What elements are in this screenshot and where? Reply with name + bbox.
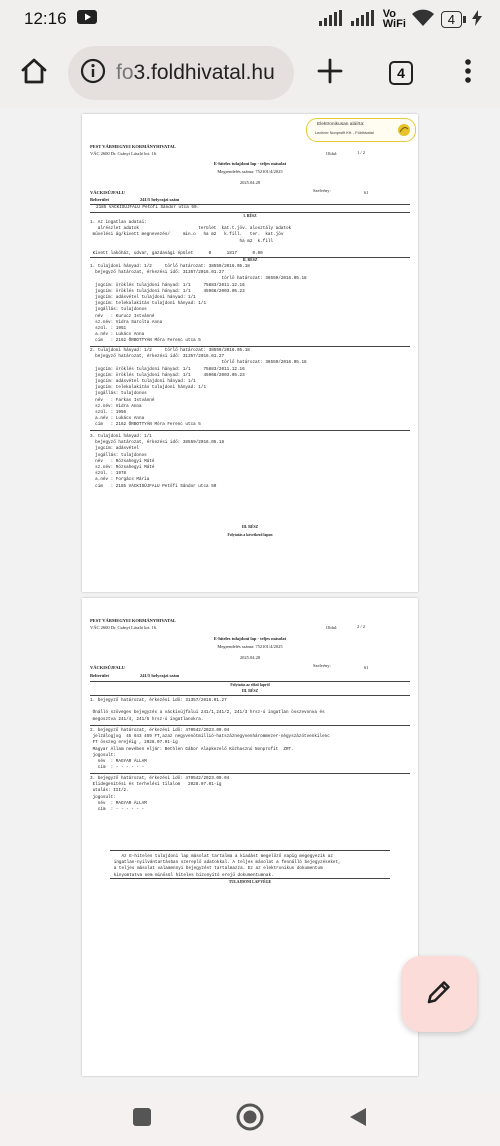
doc-title: E-hiteles tulajdoni lap - teljes másolat	[213, 636, 287, 641]
section-i-heading: I. RÉSZ	[243, 214, 257, 218]
parcel-number: 241/5 helyrajzi szám	[140, 197, 180, 202]
office-address: VÁC 2600 Dr. Csányi László krt. 16.	[90, 151, 158, 156]
settlement: VÁCKISÚJFALU	[90, 190, 125, 195]
stamp-signer: Lechner Nonprofit Kft. - Földhivatal	[315, 131, 374, 135]
owner-3-block: 3. tulajdoni hányad: 1/1 bejegyző határozat, érkezési idő: 38559/2016.05.18 jogcím: adásvétel jogállás: tulajdonos név : Rózsahegyi Máté sz.név: Rózsahegyi Máté szül. : 1978 a.név : Forgács Mária cím : 2185 VÁCKISÚJFALU Petőfi Sándor utca 50	[90, 434, 225, 489]
url-text[interactable]: fo3.foldhivatal.hu	[116, 61, 275, 84]
new-tab-button[interactable]	[306, 49, 354, 97]
pdf-page-2	[82, 598, 418, 1076]
doc-title: E-hiteles tulajdoni lap - teljes másolat	[213, 161, 287, 166]
back-button[interactable]	[347, 1106, 369, 1133]
settlement: VÁCKISÚJFALU	[90, 665, 125, 670]
sheet-label: Szelvény:	[313, 663, 331, 668]
section-iii-heading: III. RÉSZ	[241, 525, 259, 529]
owner-1-block: 1. tulajdoni hányad: 1/2 törlő határozat: 38559/2016.05.18 bejegyző határozat, érkezési idő: 31357/2016.01.27 törlő határozat: 38559/2016.05.18 jogcím: öröklés tulajdoni hányad: 1/1 75883/2011.12.16 jogcím: öröklés tulajdoni hányad: 1/1 45968/2003.05.23 jogcím: adásvétel tulajdoni hányad: 1/1 jogcím: telekalakítás tulajdoni hányad: 1/1 jogállás: tulajdonos név : Kurucz Istvánné sz.név: Vidra Sarolta Anna szül. : 1951 a.név : Lukács Anna cím : 2162 ŐRBOTTYÁN Móra Ferenc utca 5	[90, 264, 307, 344]
menu-button[interactable]	[444, 49, 492, 97]
pdf-viewer[interactable]	[0, 108, 500, 1093]
office-name: PEST VÁRMEGYEI KORMÁNYHIVATAL	[90, 144, 176, 149]
order-number: Megrendelés száma: 752101/4/2025	[217, 169, 283, 174]
site-info-icon[interactable]	[80, 58, 106, 89]
page-label: Oldal:	[326, 151, 338, 156]
home-button[interactable]	[10, 49, 58, 97]
charging-icon	[472, 10, 482, 29]
page-label: Oldal:	[326, 625, 338, 630]
office-address: VÁC 2600 Dr. Csányi László krt. 16.	[90, 625, 158, 630]
entry-1-block: 1. bejegyző határozat, érkezési idő: 31357/2016.01.27 Önálló szöveges bejegyzés a váckisújfalui 241/1,241/2, 241/3 hrsz-ú ingatlan összevonva és megosztva 241/4, 241/5 hrsz-ú ingatlanokra.	[90, 698, 325, 722]
recents-button[interactable]	[131, 1106, 153, 1133]
doc-date: 2025.04.28	[239, 180, 261, 185]
home-icon	[19, 56, 49, 91]
closing-statement: Az E-hiteles tulajdoni lap másolat tartalma a kiadást megelőző napig megegyezik az ingatlan-nyilvántartásban szereplő adatokkal. A teljes másolat a fennálló bejegyzéseket, a teljes másolat valamennyi bejegyzést tartalmazza. Ez az elektronikus dokumentum kinyomtatva nem minősül hiteles bizonyító erejű dokumentumnak.	[113, 854, 341, 878]
system-nav-bar	[0, 1093, 500, 1146]
plus-icon	[317, 58, 343, 89]
sheet-label: Szelvény:	[313, 188, 331, 193]
office-name: PEST VÁRMEGYEI KORMÁNYHIVATAL	[90, 618, 176, 623]
page-number: 1 / 2	[357, 150, 366, 155]
land-data-row: Kivett lakóház, udvar, gazdasági épület 0 1817 0.00	[90, 251, 263, 256]
area-type: Belterület	[90, 197, 109, 202]
end-of-sheet: TULAJDONI LAP VÉGE	[228, 880, 272, 884]
signal-icon-2	[351, 10, 377, 29]
tab-switcher-button[interactable]	[377, 49, 425, 97]
clock: 12:16	[24, 9, 67, 28]
home-nav-button[interactable]	[235, 1102, 265, 1137]
vowifi-label: Vo WiFi	[382, 8, 406, 30]
section-ii-heading: II. RÉSZ	[242, 258, 258, 262]
page-number: 2 / 2	[357, 624, 366, 629]
youtube-notification-icon	[77, 9, 97, 29]
continued-from-prev: Folytatás az előző lapról	[230, 683, 270, 687]
status-bar	[0, 0, 500, 38]
pdf-page-1	[82, 114, 418, 592]
more-vert-icon	[464, 58, 472, 89]
continued-note: Folytatás a következő lapon	[227, 533, 273, 537]
property-address: 2185 VÁCKISÚJFALU Petőfi Sándor utca 50.	[96, 205, 200, 210]
pencil-icon	[424, 977, 454, 1012]
entry-3-block: 3. bejegyző határozat, érkezési idő: 470542/2023.09.04 Elidegenítési és terhelési tilalom 2028.07.01-ig utalás: III/2. jogosult: név : MAGYAR ÁLLAM cím : - - - - - -	[90, 776, 230, 813]
stamp-title: Elektronikusan aláírta:	[317, 122, 365, 127]
edit-button[interactable]	[401, 956, 477, 1032]
signature-seal-icon	[397, 123, 411, 142]
e-signature-stamp	[306, 118, 416, 142]
sheet-number: 61	[364, 665, 369, 670]
parcel-number: 241/5 helyrajzi szám	[140, 673, 180, 678]
address-bar[interactable]	[68, 46, 294, 100]
entry-2-block: 2. bejegyző határozat, érkezési idő: 470542/2023.09.04 jelzálogjog 45 643 459 FT,azaz negyvenötmillió-hatszáznegyvenhárommezer-négyszázötvenkilenc FT összeg erejéig , 2028.07.01-ig Magyar Állam nevében eljár: Bethlen Gábor Alapkezelő Közhasznú Nonprofit ZRT. jogosult: név : MAGYAR ÁLLAM cím : - - - - - -	[90, 728, 330, 771]
sheet-number: 61	[364, 190, 369, 195]
battery-icon: 4	[441, 11, 466, 28]
land-data-block: 1. Az ingatlan adatai: alrészlet adatok terület kat.t.jöv. alosztály adatok művelési ág/kivett megnevezés/ min.o ha m2 k.fill. ter. kat.jöv ha m2 k.fill	[90, 220, 292, 244]
signal-icon	[319, 10, 345, 29]
tab-count: 4	[389, 61, 413, 85]
section-iii-heading: III. RÉSZ	[241, 689, 259, 693]
owner-2-block: 2. tulajdoni hányad: 1/2 törlő határozat: 38559/2016.05.18 bejegyző határozat, érkezési idő: 31357/2016.01.27 törlő határozat: 38559/2016.05.18 jogcím: öröklés tulajdoni hányad: 1/1 75883/2011.12.16 jogcím: öröklés tulajdoni hányad: 1/1 45968/2003.05.23 jogcím: adásvétel tulajdoni hányad: 1/1 jogcím: telekalakítás tulajdoni hányad: 1/1 jogállás: tulajdonos név : Farkas Istvánné sz.név: Vidra Anna szül. : 1956 a.név : Lukács Anna cím : 2162 ŐRBOTTYÁN Móra Ferenc utca 5	[90, 348, 307, 428]
wifi-icon	[411, 9, 435, 30]
doc-date: 2025.04.28	[239, 655, 261, 660]
area-type: Belterület	[90, 673, 109, 678]
order-number: Megrendelés száma: 752101/4/2025	[217, 644, 283, 649]
